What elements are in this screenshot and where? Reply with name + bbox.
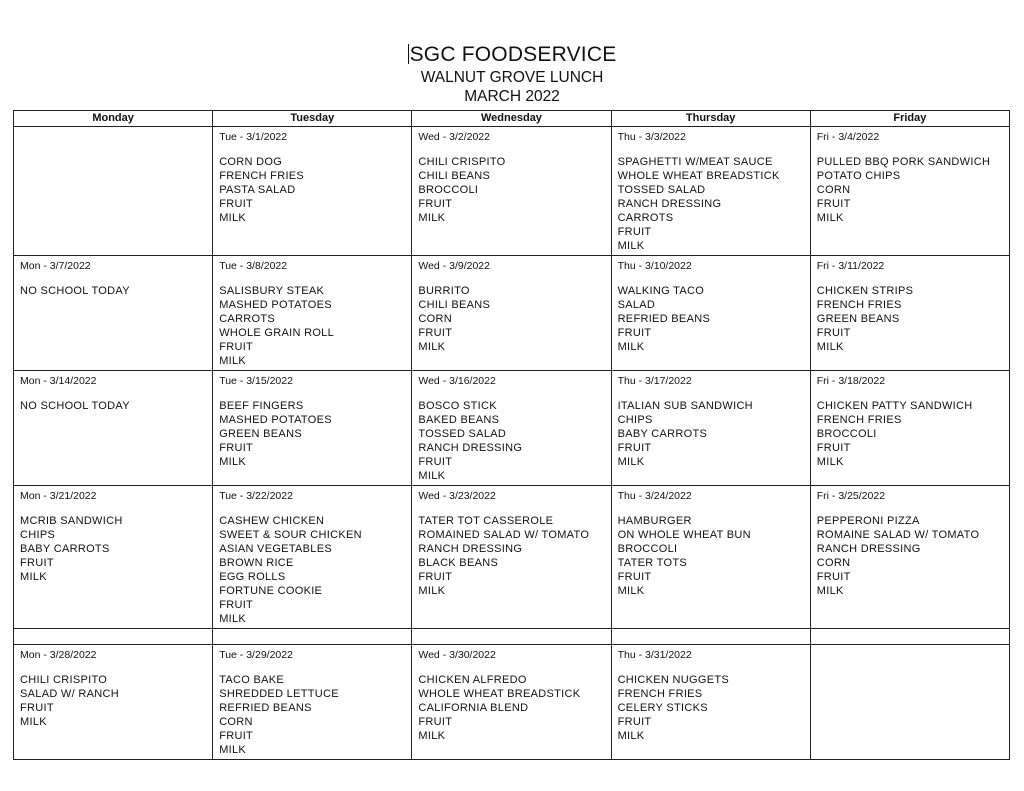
menu-item: TOSSED SALAD (418, 428, 507, 440)
menu-item: RANCH DRESSING (816, 543, 921, 555)
day-cell-content (811, 371, 1009, 471)
day-cell-tuesday (213, 371, 412, 486)
menu-item: FRENCH FRIES (219, 170, 305, 182)
menu-item: FRUIT (617, 226, 652, 238)
day-date: Thu - 3/17/2022 (617, 375, 692, 387)
menu-item: FRENCH FRIES (617, 688, 703, 700)
menu-item: CHIPS (20, 529, 56, 541)
day-cell-content (811, 645, 1009, 650)
menu-item: BURRITO (418, 285, 470, 297)
menu-item: RANCH DRESSING (617, 198, 722, 210)
day-cell-content (612, 127, 810, 255)
menu-body (14, 127, 1010, 760)
menu-item: MILK (418, 585, 446, 597)
menu-item: FRUIT (617, 442, 652, 454)
day-cell-content (213, 127, 411, 227)
day-cell-monday (14, 645, 213, 760)
day-header-wednesday: Wednesday (412, 111, 611, 127)
menu-item: FRUIT (816, 327, 851, 339)
menu-item: MILK (20, 571, 47, 583)
day-date: Mon - 3/7/2022 (20, 260, 91, 272)
menu-item: FRUIT (219, 730, 254, 742)
menu-item: ASIAN VEGETABLES (219, 543, 332, 555)
day-date: Mon - 3/14/2022 (20, 375, 97, 387)
day-date: Tue - 3/8/2022 (219, 260, 288, 272)
day-cell-content (213, 371, 411, 471)
menu-item: FRUIT (20, 557, 54, 569)
menu-item: TATER TOTS (617, 557, 687, 569)
day-cell-content (811, 127, 1009, 227)
day-cell-wednesday (412, 371, 611, 486)
menu-item: PULLED BBQ PORK SANDWICH (816, 156, 991, 168)
menu-item: CHILI BEANS (418, 299, 491, 311)
day-cell-thursday (611, 127, 810, 256)
day-date: Thu - 3/24/2022 (617, 490, 692, 502)
day-cell-wednesday (412, 256, 611, 371)
menu-item: FRUIT (418, 716, 453, 728)
menu-item: TATER TOT CASSEROLE (418, 515, 554, 527)
menu-item: PEPPERONI PIZZA (816, 515, 920, 527)
spacer-row (14, 629, 1010, 645)
week-row-4 (14, 486, 1010, 629)
menu-header (0, 42, 1024, 106)
menu-item: SALAD (617, 299, 656, 311)
day-cell-friday (810, 645, 1009, 760)
menu-item: FRUIT (617, 571, 652, 583)
day-cell-thursday (611, 486, 810, 629)
menu-item: MILK (816, 456, 844, 468)
day-cell-content (612, 645, 810, 745)
menu-item: MILK (816, 585, 844, 597)
menu-item: MILK (219, 456, 247, 468)
day-cell-tuesday (213, 127, 412, 256)
menu-item: POTATO CHIPS (816, 170, 901, 182)
day-cell-monday (14, 486, 213, 629)
spacer-cell (213, 629, 412, 645)
day-cell-thursday (611, 256, 810, 371)
menu-item: TACO BAKE (219, 674, 285, 686)
day-cell-content (14, 645, 212, 731)
lunch-menu-table (13, 110, 1010, 760)
menu-item: FRUIT (418, 571, 453, 583)
day-cell-content (14, 371, 212, 415)
week-row-2 (14, 256, 1010, 371)
day-cell-content (811, 256, 1009, 356)
menu-item: MILK (418, 470, 446, 482)
menu-item: MILK (816, 341, 844, 353)
menu-item: ON WHOLE WHEAT BUN (617, 529, 751, 541)
menu-item: BROCCOLI (617, 543, 678, 555)
menu-item: FRUIT (219, 198, 254, 210)
menu-item: MILK (219, 744, 247, 756)
menu-item: CHICKEN PATTY SANDWICH (816, 400, 973, 412)
menu-item: MILK (20, 716, 47, 728)
menu-item: BABY CARROTS (20, 543, 110, 555)
menu-item: FRUIT (617, 327, 652, 339)
menu-item: MILK (816, 212, 844, 224)
menu-item: FRENCH FRIES (816, 414, 902, 426)
day-cell-thursday (611, 645, 810, 760)
menu-item: TOSSED SALAD (617, 184, 706, 196)
day-cell-wednesday (412, 645, 611, 760)
menu-item: CORN (418, 313, 452, 325)
day-cell-tuesday (213, 486, 412, 629)
day-cell-friday (810, 371, 1009, 486)
day-cell-content (811, 486, 1009, 600)
menu-item: CORN DOG (219, 156, 283, 168)
menu-item: FRUIT (20, 702, 54, 714)
menu-item: ROMAINE SALAD W/ TOMATO (816, 529, 980, 541)
menu-item: CHILI CRISPITO (20, 674, 108, 686)
day-cell-content (412, 256, 610, 356)
menu-item: NO SCHOOL TODAY (20, 285, 130, 297)
menu-item: MILK (617, 240, 645, 252)
menu-item: FRUIT (418, 327, 453, 339)
day-date: Wed - 3/2/2022 (418, 131, 490, 143)
menu-item: CORN (219, 716, 253, 728)
menu-item: MILK (617, 730, 645, 742)
menu-item: RANCH DRESSING (418, 543, 523, 555)
menu-item: FORTUNE COOKIE (219, 585, 323, 597)
menu-item: MILK (418, 730, 446, 742)
page-month: MARCH 2022 (464, 88, 560, 105)
menu-item: CHILI CRISPITO (418, 156, 506, 168)
spacer-cell (810, 629, 1009, 645)
menu-item: MILK (418, 341, 446, 353)
menu-item: BROWN RICE (219, 557, 294, 569)
menu-item: FRENCH FRIES (816, 299, 902, 311)
menu-item: MILK (219, 355, 247, 367)
day-cell-friday (810, 256, 1009, 371)
day-date: Wed - 3/23/2022 (418, 490, 496, 502)
menu-item: FRUIT (219, 442, 254, 454)
spacer-cell (14, 629, 213, 645)
day-cell-thursday (611, 371, 810, 486)
day-cell-content (14, 256, 212, 300)
menu-item: CHILI BEANS (418, 170, 491, 182)
day-date: Fri - 3/25/2022 (816, 490, 886, 502)
menu-item: BLACK BEANS (418, 557, 499, 569)
menu-item: BOSCO STICK (418, 400, 497, 412)
day-date: Thu - 3/10/2022 (617, 260, 692, 272)
menu-item: REFRIED BEANS (219, 702, 312, 714)
menu-item: FRUIT (219, 599, 254, 611)
day-cell-tuesday (213, 645, 412, 760)
menu-item: SALISBURY STEAK (219, 285, 325, 297)
day-date: Wed - 3/9/2022 (418, 260, 490, 272)
day-cell-content (412, 645, 610, 745)
menu-item: SPAGHETTI W/MEAT SAUCE (617, 156, 773, 168)
day-cell-content (612, 486, 810, 600)
menu-item: PASTA SALAD (219, 184, 296, 196)
day-header-friday: Friday (810, 111, 1009, 127)
menu-item: CARROTS (617, 212, 674, 224)
menu-item: BAKED BEANS (418, 414, 500, 426)
week-row-5 (14, 645, 1010, 760)
menu-item: MASHED POTATOES (219, 414, 332, 426)
menu-item: ROMAINED SALAD W/ TOMATO (418, 529, 590, 541)
day-cell-wednesday (412, 127, 611, 256)
menu-item: CALIFORNIA BLEND (418, 702, 529, 714)
day-cell-wednesday (412, 486, 611, 629)
day-date: Thu - 3/31/2022 (617, 649, 692, 661)
day-cell-content (412, 486, 610, 600)
day-date: Fri - 3/4/2022 (816, 131, 880, 143)
day-date: Tue - 3/22/2022 (219, 490, 293, 502)
week-row-3 (14, 371, 1010, 486)
menu-item: FRUIT (418, 456, 453, 468)
menu-item: CHICKEN ALFREDO (418, 674, 527, 686)
menu-item: HAMBURGER (617, 515, 692, 527)
day-date: Wed - 3/16/2022 (418, 375, 496, 387)
menu-item: MASHED POTATOES (219, 299, 332, 311)
menu-item: MILK (418, 212, 446, 224)
menu-item: FRUIT (418, 198, 453, 210)
menu-item: BABY CARROTS (617, 428, 708, 440)
menu-item: CHIPS (617, 414, 653, 426)
spacer-cell (412, 629, 611, 645)
day-date: Fri - 3/11/2022 (816, 260, 885, 272)
menu-item: REFRIED BEANS (617, 313, 711, 325)
menu-item: NO SCHOOL TODAY (20, 400, 130, 412)
day-cell-monday (14, 127, 213, 256)
day-header-thursday: Thursday (611, 111, 810, 127)
day-cell-monday (14, 371, 213, 486)
menu-item: SALAD W/ RANCH (20, 688, 119, 700)
day-cell-content (213, 645, 411, 759)
menu-item: CELERY STICKS (617, 702, 708, 714)
menu-item: WALKING TACO (617, 285, 705, 297)
menu-item: FRUIT (816, 198, 851, 210)
day-cell-friday (810, 127, 1009, 256)
menu-item: CASHEW CHICKEN (219, 515, 325, 527)
menu-item: CARROTS (219, 313, 276, 325)
day-header-monday: Monday (14, 111, 213, 127)
menu-item: MILK (219, 212, 247, 224)
day-date: Wed - 3/30/2022 (418, 649, 496, 661)
day-date: Fri - 3/18/2022 (816, 375, 886, 387)
menu-item: MILK (617, 456, 645, 468)
menu-item: SHREDDED LETTUCE (219, 688, 339, 700)
menu-item: SWEET & SOUR CHICKEN (219, 529, 362, 541)
menu-item: ITALIAN SUB SANDWICH (617, 400, 753, 412)
day-date: Tue - 3/29/2022 (219, 649, 293, 661)
spacer-cell (611, 629, 810, 645)
day-cell-content (612, 256, 810, 356)
page-subtitle: WALNUT GROVE LUNCH (420, 69, 604, 86)
day-date: Mon - 3/21/2022 (20, 490, 97, 502)
day-cell-content (14, 127, 212, 132)
day-date: Thu - 3/3/2022 (617, 131, 686, 143)
day-cell-content (213, 256, 411, 370)
day-cell-content (213, 486, 411, 628)
day-cell-tuesday (213, 256, 412, 371)
menu-item: WHOLE WHEAT BREADSTICK (418, 688, 581, 700)
week-row-1 (14, 127, 1010, 256)
menu-item: MILK (617, 585, 645, 597)
menu-item: FRUIT (816, 571, 851, 583)
menu-item: FRUIT (219, 341, 254, 353)
menu-item: BROCCOLI (816, 428, 877, 440)
menu-item: CHICKEN NUGGETS (617, 674, 730, 686)
menu-item: MILK (219, 613, 247, 625)
menu-item: CORN (816, 557, 851, 569)
menu-item: WHOLE GRAIN ROLL (219, 327, 335, 339)
menu-item: CORN (816, 184, 851, 196)
menu-item: CHICKEN STRIPS (816, 285, 914, 297)
menu-item: WHOLE WHEAT BREADSTICK (617, 170, 780, 182)
day-cell-content (14, 486, 212, 586)
day-cell-content (412, 127, 610, 227)
day-date: Mon - 3/28/2022 (20, 649, 97, 661)
day-cell-content (412, 371, 610, 485)
menu-item: BEEF FINGERS (219, 400, 304, 412)
menu-item: GREEN BEANS (816, 313, 900, 325)
day-cell-monday (14, 256, 213, 371)
menu-item: EGG ROLLS (219, 571, 286, 583)
menu-item: GREEN BEANS (219, 428, 302, 440)
menu-item: RANCH DRESSING (418, 442, 523, 454)
day-header-row (14, 111, 1010, 127)
menu-item: MILK (617, 341, 645, 353)
day-cell-content (612, 371, 810, 471)
menu-item: BROCCOLI (418, 184, 479, 196)
page-title: SGC FOODSERVICE (0, 42, 1024, 68)
day-cell-friday (810, 486, 1009, 629)
day-date: Tue - 3/15/2022 (219, 375, 293, 387)
day-header-tuesday: Tuesday (213, 111, 412, 127)
day-date: Tue - 3/1/2022 (219, 131, 288, 143)
menu-item: FRUIT (816, 442, 851, 454)
menu-item: FRUIT (617, 716, 652, 728)
menu-item: MCRIB SANDWICH (20, 515, 123, 527)
